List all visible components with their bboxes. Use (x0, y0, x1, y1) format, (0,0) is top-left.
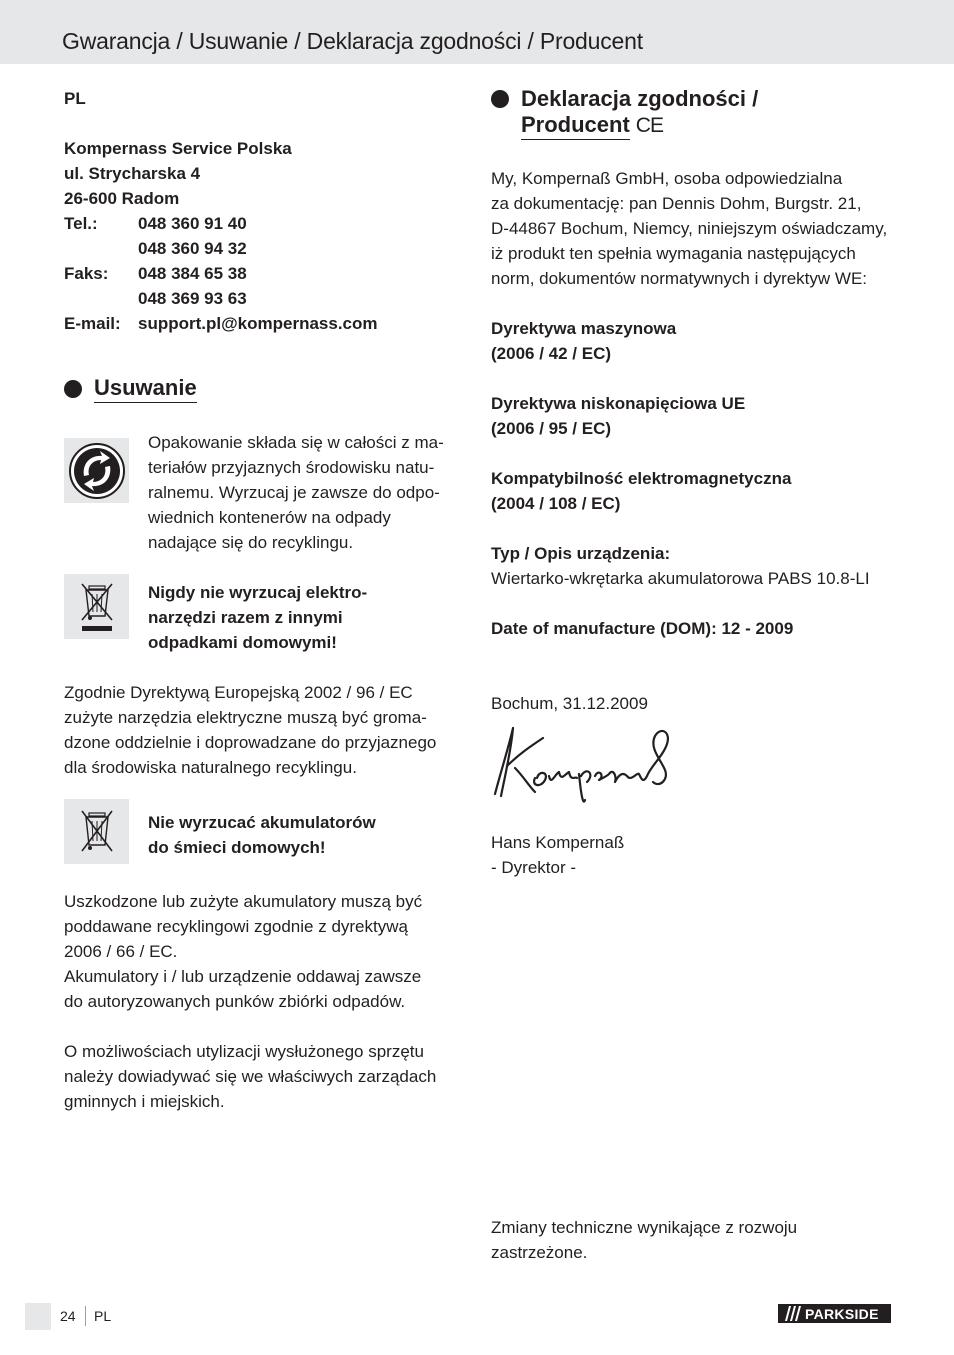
changes-note (491, 1215, 797, 1265)
text-line: 2006 / 66 / EC. (64, 942, 178, 961)
contact-value: 048 360 91 40 (138, 214, 247, 233)
text-line: dzone oddzielnie i doprowadzane do przyjaznego (64, 733, 437, 752)
page-title: Gwarancja / Usuwanie / Deklaracja zgodności / Producent (62, 28, 643, 54)
text-line: do śmieci domowych! (148, 838, 326, 857)
text-line: nadające się do recyklingu. (148, 533, 354, 552)
recycling-symbol-icon (64, 438, 129, 503)
footer-marker (25, 1303, 51, 1330)
text-line: Uszkodzone lub zużyte akumulatory muszą być (64, 892, 423, 911)
service-street: ul. Strycharska 4 (64, 164, 201, 183)
text-line: Zgodnie Dyrektywą Europejską 2002 / 96 / EC (64, 683, 413, 702)
text-line: dla środowiska naturalnego recyklingu. (64, 758, 357, 777)
date-of-manufacture: Date of manufacture (DOM): 12 - 2009 (491, 619, 794, 638)
directive-name: Dyrektywa maszynowa (491, 319, 677, 338)
text-line: do autoryzowanych punków zbiórki odpadów. (64, 992, 406, 1011)
battery-text (64, 889, 464, 1014)
directive-text (64, 680, 464, 780)
contact-row (64, 211, 464, 236)
text-line: poddawane recyklingowi zgodnie z dyrektywą (64, 917, 408, 936)
ce-mark-icon: CE (635, 114, 663, 137)
crossed-bin-icon (64, 574, 129, 639)
bullet-icon (491, 90, 509, 108)
disposal-heading-text: Usuwanie (94, 375, 197, 403)
contact-label: Tel.: (64, 214, 98, 233)
type-label: Typ / Opis urządzenia: (491, 544, 671, 563)
signature-image (491, 716, 901, 816)
contact-value: 048 360 94 32 (138, 239, 247, 258)
disposal-heading (64, 375, 464, 403)
signer-name: Hans Kompernaß (491, 833, 625, 852)
contact-label (64, 286, 138, 311)
tools-warning-text (148, 580, 367, 655)
contact-row (64, 236, 464, 261)
text-line: norm, dokumentów normatywnych i dyrektyw WE: (491, 269, 868, 288)
left-column (64, 86, 464, 1114)
contact-value: 048 369 93 63 (138, 289, 247, 308)
contact-value: 048 384 65 38 (138, 264, 247, 283)
text-line: należy dowiadywać się we właściwych zarządach (64, 1067, 437, 1086)
contact-row (64, 286, 464, 311)
contact-label: Faks: (64, 264, 109, 283)
declaration-heading-line: Producent (521, 112, 630, 140)
directive-number: (2006 / 95 / EC) (491, 419, 612, 438)
contact-row (64, 311, 464, 336)
footer-divider (85, 1306, 86, 1326)
directive-number: (2004 / 108 / EC) (491, 494, 621, 513)
brand-logo (778, 1304, 891, 1323)
declaration-intro (491, 166, 901, 291)
text-line: Nie wyrzucać akumulatorów (148, 813, 376, 832)
brand-name: PARKSIDE (805, 1305, 879, 1322)
type-value: Wiertarko-wkrętarka akumulatorowa PABS 10.8-LI (491, 569, 870, 588)
contact-row (64, 261, 464, 286)
contact-label: E-mail: (64, 314, 121, 333)
country-code: PL (64, 89, 86, 108)
logo-stripes-icon (781, 1304, 803, 1323)
text-line: odpadkami domowymi! (148, 633, 337, 652)
text-line: My, Kompernaß GmbH, osoba odpowiedzialna (491, 169, 843, 188)
service-company: Kompernass Service Polska (64, 139, 292, 158)
text-line: teriałów przyjaznych środowisku natu- (148, 458, 435, 477)
page-number: 24 (60, 1308, 76, 1324)
contact-email: support.pl@kompernass.com (138, 314, 378, 333)
contact-label (64, 236, 138, 261)
text-line: wiednich kontenerów na odpady (148, 508, 391, 527)
text-line: O możliwościach utylizacji wysłużonego sprzętu (64, 1042, 424, 1061)
battery-warning-block (64, 805, 464, 864)
packaging-text (148, 430, 444, 555)
text-line: gminnych i miejskich. (64, 1092, 225, 1111)
directive-name: Dyrektywa niskonapięciowa UE (491, 394, 746, 413)
footer-language: PL (94, 1308, 112, 1324)
text-line: Opakowanie składa się w całości z ma- (148, 433, 444, 452)
text-line: Zmiany techniczne wynikające z rozwoju (491, 1218, 798, 1237)
bullet-icon (64, 380, 82, 398)
text-line: zużyte narzędzia elektryczne muszą być groma- (64, 708, 427, 727)
text-line: narzędzi razem z innymi (148, 608, 343, 627)
packaging-block (64, 430, 464, 555)
battery-warning-text (148, 810, 376, 864)
signer-role: - Dyrektor - (491, 858, 576, 877)
text-line: D-44867 Bochum, Niemcy, niniejszym oświadczamy, (491, 219, 888, 238)
directive-number: (2006 / 42 / EC) (491, 344, 612, 363)
service-city: 26-600 Radom (64, 189, 180, 208)
text-line: za dokumentację: pan Dennis Dohm, Burgstr. 21, (491, 194, 862, 213)
text-line: iż produkt ten spełnia wymagania następujących (491, 244, 856, 263)
text-line: ralnemu. Wyrzucaj je zawsze do odpo- (148, 483, 440, 502)
right-column (491, 86, 901, 1262)
directive-name: Kompatybilność elektromagnetyczna (491, 469, 792, 488)
tools-warning-block (64, 580, 464, 655)
info-text (64, 1039, 464, 1114)
crossed-bin-icon (64, 799, 129, 864)
declaration-heading (491, 86, 901, 140)
declaration-heading-line: Deklaracja zgodności / (521, 86, 759, 111)
text-line: zastrzeżone. (491, 1243, 588, 1262)
text-line: Akumulatory i / lub urządzenie oddawaj zawsze (64, 967, 422, 986)
text-line: Nigdy nie wyrzucaj elektro- (148, 583, 368, 602)
place-date: Bochum, 31.12.2009 (491, 694, 648, 713)
